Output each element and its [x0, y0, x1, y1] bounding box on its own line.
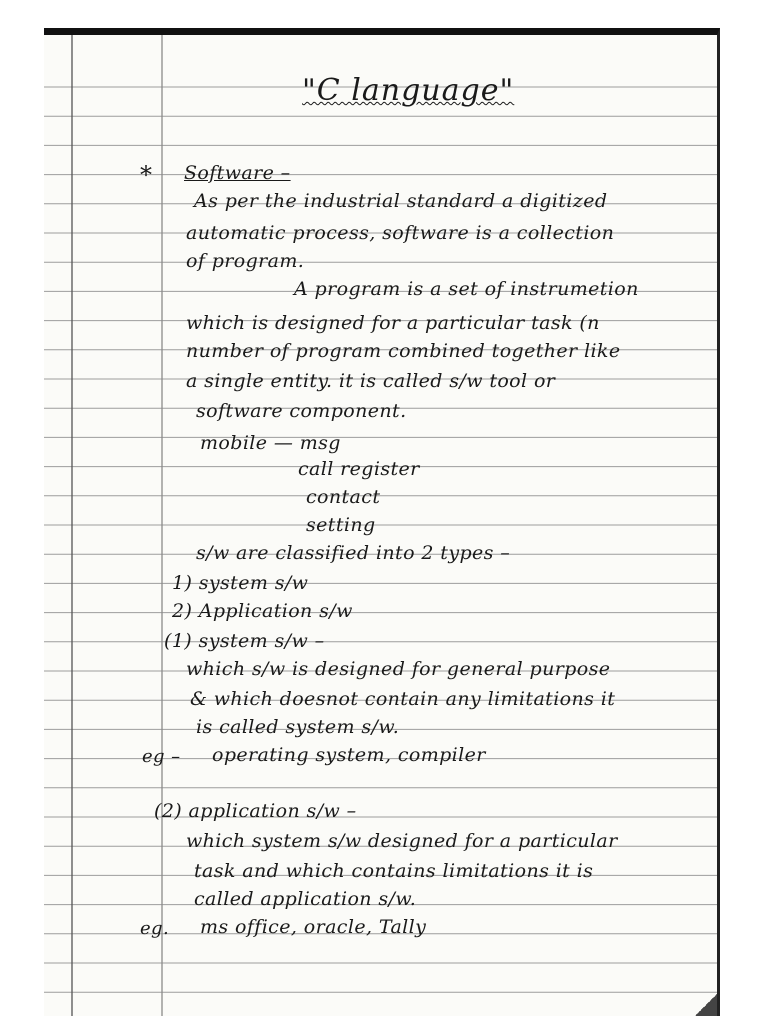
page-title: "C language" — [302, 73, 515, 108]
text-line: of program. — [186, 250, 305, 272]
text-line: is called system s/w. — [196, 716, 400, 738]
classified-line: s/w are classified into 2 types – — [196, 542, 511, 564]
type-item: 1) system s/w — [172, 572, 309, 594]
text-line: automatic process, software is a collection — [186, 222, 615, 244]
page-fold-corner — [695, 994, 717, 1016]
call-register-line: call register — [298, 458, 420, 480]
example-line: operating system, compiler — [212, 744, 486, 766]
bullet-star: * — [140, 161, 153, 189]
text-line: a single entity. it is called s/w tool or — [186, 370, 556, 392]
heading-system-sw: (1) system s/w – — [164, 630, 325, 652]
example-line: ms office, oracle, Tally — [200, 916, 427, 938]
text-line: A program is a set of instrumetion — [294, 278, 639, 300]
text-line: number of program combined together like — [186, 340, 621, 362]
eg-mark: eg. — [140, 918, 170, 939]
text-line: task and which contains limitations it is — [194, 860, 594, 882]
text-line: which is designed for a particular task (n — [186, 312, 600, 334]
notebook-page — [44, 28, 720, 1016]
text-line: software component. — [196, 400, 407, 422]
text-line: called application s/w. — [194, 888, 417, 910]
text-line: which system s/w designed for a particular — [186, 830, 618, 852]
text-line: As per the industrial standard a digitized — [194, 190, 608, 212]
eg-mark: eg – — [142, 746, 181, 767]
setting-line: setting — [306, 514, 376, 536]
text-line: & which doesnot contain any limitations it — [190, 688, 616, 710]
mobile-line: mobile — msg — [200, 432, 341, 454]
heading-software: Software – — [184, 162, 291, 184]
text-line: which s/w is designed for general purpose — [186, 658, 611, 680]
type-item: 2) Application s/w — [172, 600, 353, 622]
heading-application-sw: (2) application s/w – — [154, 800, 357, 822]
contact-line: contact — [306, 486, 381, 508]
